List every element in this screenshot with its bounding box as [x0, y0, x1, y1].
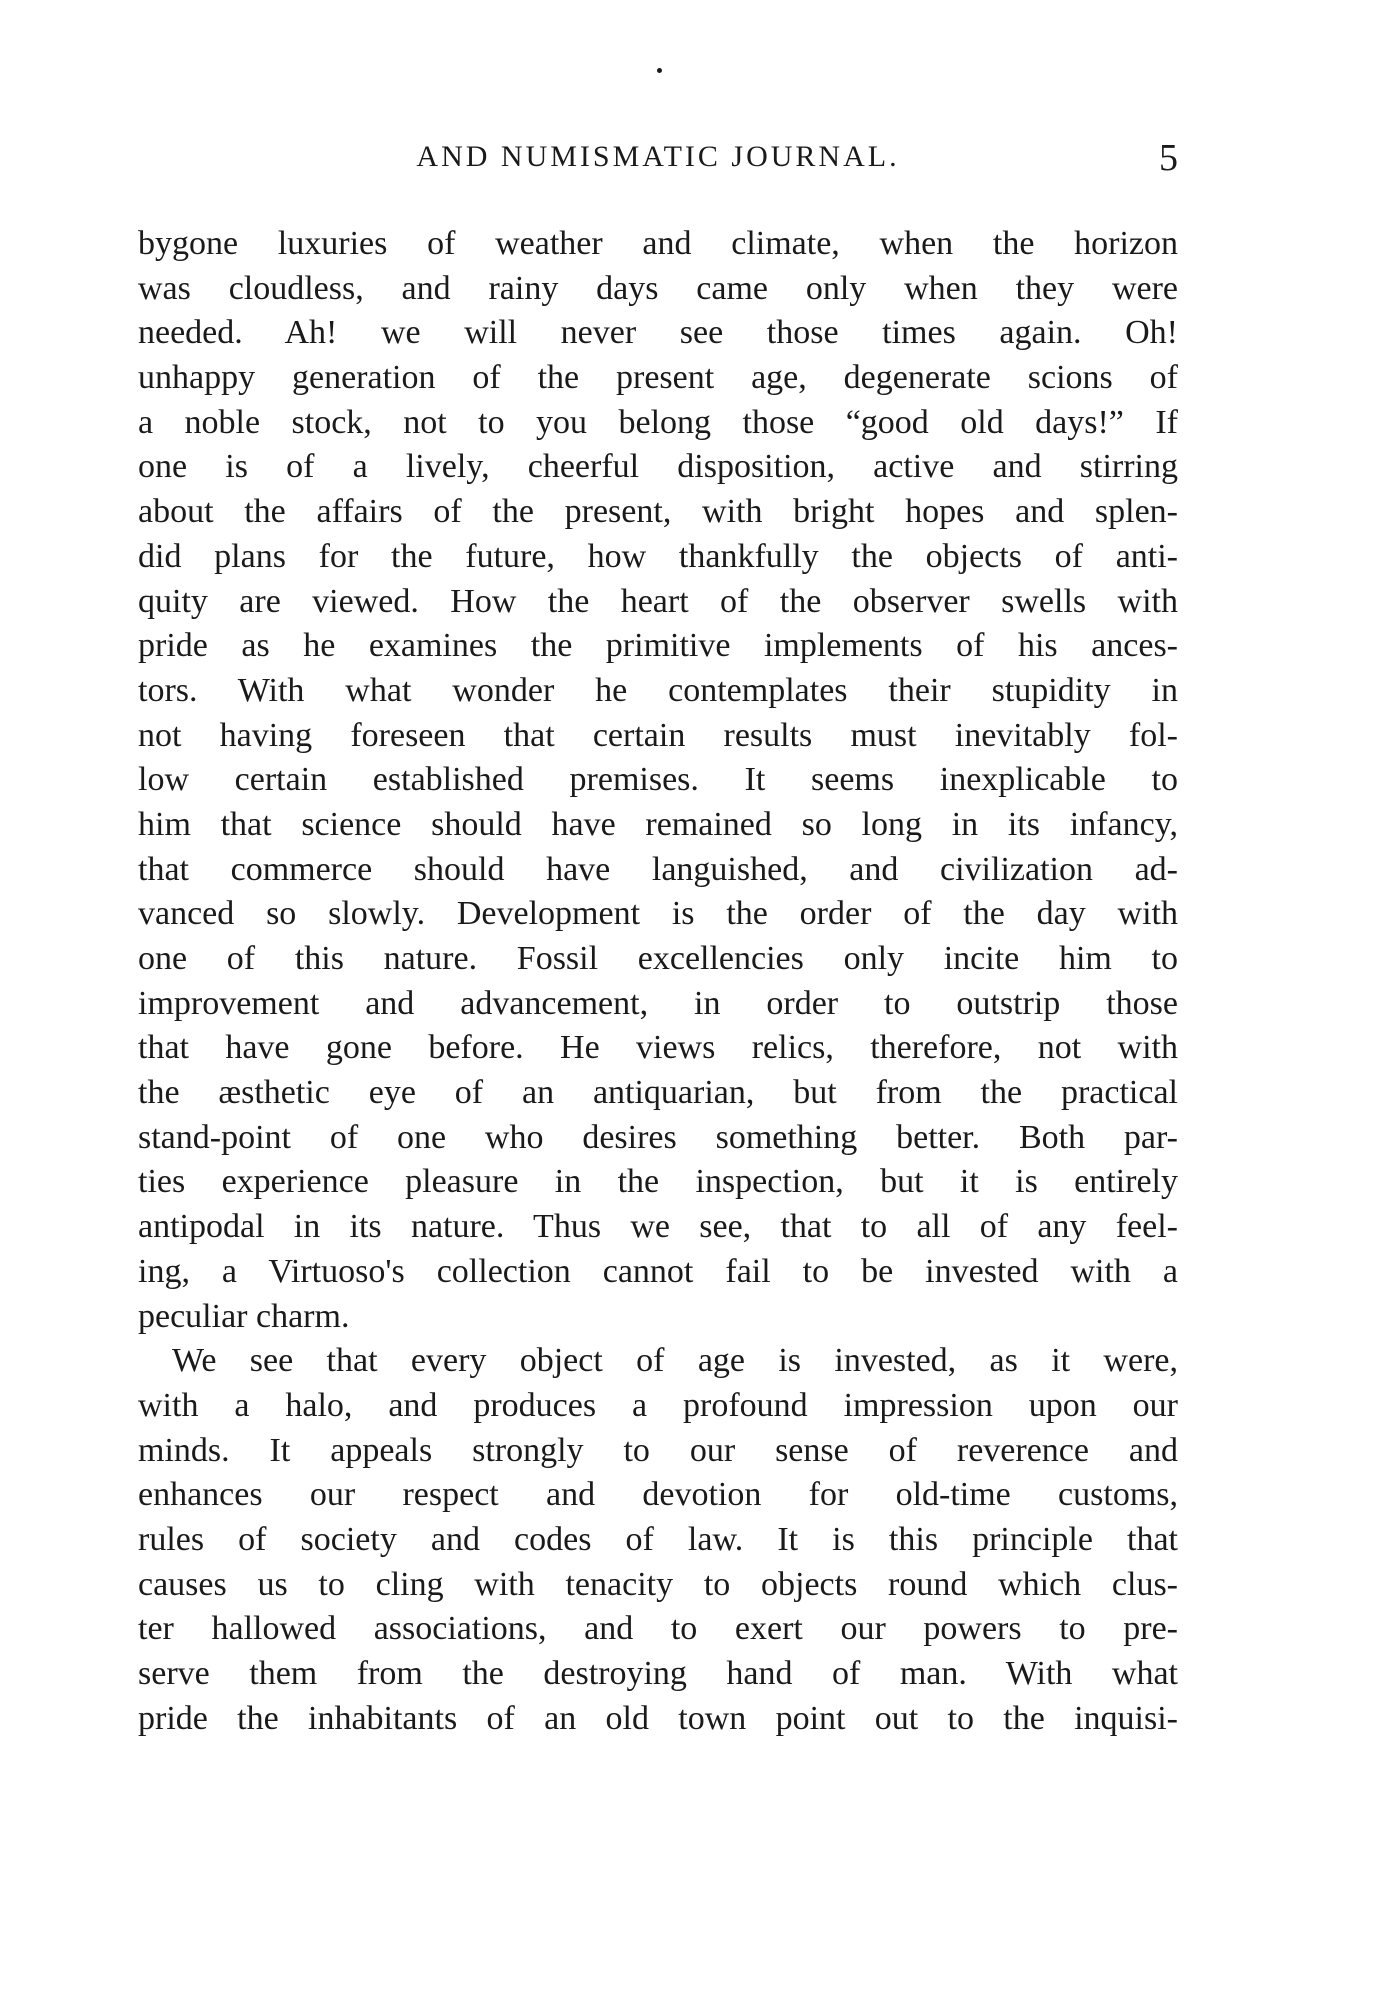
page-number: 5	[1159, 137, 1178, 179]
text-line: one of this nature. Fossil excellencies only incite him to	[138, 940, 1178, 977]
text-line: low certain established premises. It seems inexplicable to	[138, 761, 1178, 799]
text-line: enhances our respect and devotion for old-time customs,	[138, 1476, 1178, 1514]
text-line: causes us to cling with tenacity to objects round which clus-	[138, 1565, 1178, 1603]
text-line: did plans for the future, how thankfully the objects of anti-	[138, 537, 1178, 575]
text-line: vanced so slowly. Development is the order of the day with	[138, 895, 1178, 933]
text-line: stand-point of one who desires something better. Both par-	[138, 1118, 1178, 1156]
body-text	[138, 222, 1178, 1741]
text-line: ties experience pleasure in the inspection, but it is entirely	[138, 1163, 1178, 1201]
text-line: minds. It appeals strongly to our sense of reverence and	[138, 1431, 1178, 1469]
text-line: one is of a lively, cheerful disposition, active and stirring	[138, 448, 1178, 486]
text-line: ter hallowed associations, and to exert our powers to pre-	[138, 1610, 1178, 1648]
text-line: rules of society and codes of law. It is this principle that	[138, 1520, 1178, 1558]
text-line: that have gone before. He views relics, therefore, not with	[138, 1029, 1178, 1067]
text-line: bygone luxuries of weather and climate, when the horizon	[138, 225, 1178, 262]
text-line: about the affairs of the present, with bright hopes and splen-	[138, 493, 1178, 531]
running-head	[138, 138, 1178, 178]
text-line: that commerce should have languished, and civilization ad-	[138, 850, 1178, 888]
ink-speck	[657, 68, 662, 73]
text-line: with a halo, and produces a profound impression upon our	[138, 1386, 1178, 1424]
text-line: ing, a Virtuoso's collection cannot fail to be invested with a	[138, 1252, 1178, 1290]
paragraph-start-line: We see that every object of age is invested, as it were,	[172, 1342, 1178, 1380]
text-line: antipodal in its nature. Thus we see, that to all of any feel-	[138, 1208, 1178, 1246]
text-line: pride the inhabitants of an old town point out to the inquisi-	[138, 1699, 1178, 1737]
text-line: unhappy generation of the present age, degenerate scions of	[138, 359, 1178, 397]
text-line: pride as he examines the primitive implements of his ances-	[138, 627, 1178, 665]
text-line: was cloudless, and rainy days came only when they were	[138, 269, 1178, 307]
text-line: needed. Ah! we will never see those times again. Oh!	[138, 314, 1178, 352]
text-line: him that science should have remained so long in its infancy,	[138, 805, 1178, 843]
text-line: improvement and advancement, in order to outstrip those	[138, 984, 1178, 1022]
running-title: AND NUMISMATIC JOURNAL.	[416, 140, 900, 173]
paragraph-end-line: peculiar charm.	[138, 1297, 350, 1335]
text-line: a noble stock, not to you belong those “good old days!” If	[138, 403, 1178, 441]
text-line: serve them from the destroying hand of man. With what	[138, 1655, 1178, 1692]
text-line: not having foreseen that certain results must inevitably fol-	[138, 716, 1178, 754]
text-line: tors. With what wonder he contemplates their stupidity in	[138, 671, 1178, 709]
text-line: quity are viewed. How the heart of the observer swells with	[138, 582, 1178, 620]
text-line: the æsthetic eye of an antiquarian, but from the practical	[138, 1074, 1178, 1112]
